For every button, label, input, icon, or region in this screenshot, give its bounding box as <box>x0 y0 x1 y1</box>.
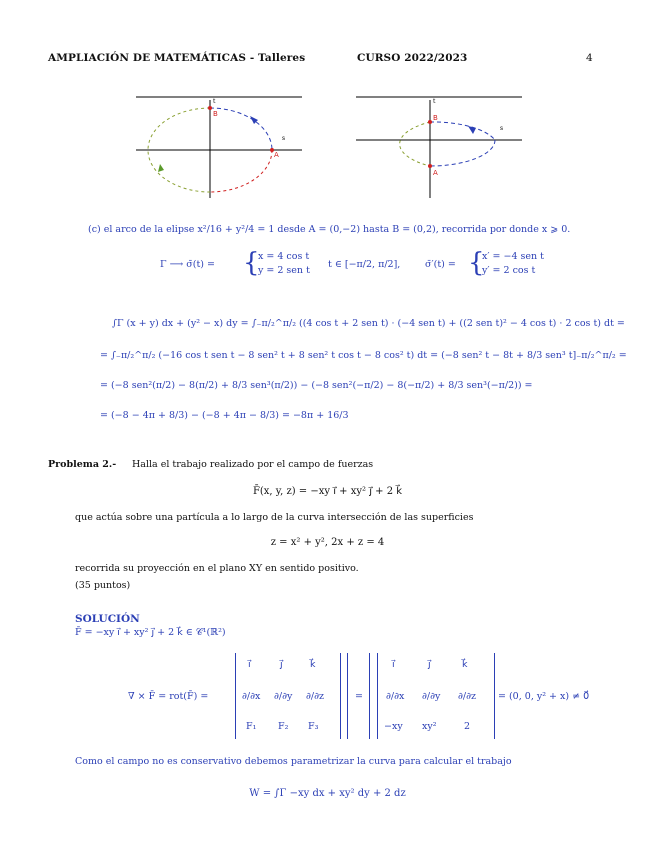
determinant-2 <box>377 653 495 739</box>
m2-j: ȷ⃗ <box>428 659 431 670</box>
ellipse-figure-right <box>350 90 530 200</box>
m1-f1: F₁ <box>246 721 257 732</box>
param-y: y = 2 sen t <box>258 265 310 276</box>
m2-dx: ∂/∂x <box>386 691 405 702</box>
problem-statement-2: que actúa sobre una partícula a lo largo de la curva intersección de las superficies <box>75 512 474 523</box>
integral-line-4: = (−8 − 4π + 8/3) − (−8 + 4π − 8/3) = −8π + 16/3 <box>100 410 349 421</box>
m2-r1: −xy <box>384 721 403 732</box>
m1-j: ȷ⃗ <box>280 659 283 670</box>
param-lhs: Γ ⟶ σ̄(t) = <box>160 259 215 270</box>
det1-outer-bar <box>341 653 348 739</box>
brace-right: { <box>468 248 485 278</box>
curl-computation <box>128 653 608 743</box>
m1-f2: F₂ <box>278 721 289 732</box>
label-b-left: B <box>213 110 218 118</box>
label-t-left: t <box>213 98 216 105</box>
m1-dy: ∂/∂y <box>274 691 293 702</box>
solution-comment: Como el campo no es conservativo debemos parametrizar la curva para calcular el trabajo <box>75 756 512 767</box>
work-integral: W = ∫Γ −xy dx + xy² dy + 2 dz <box>249 788 406 799</box>
determinant-1 <box>235 653 341 739</box>
problem-points: (35 puntos) <box>75 580 131 591</box>
header-year: CURSO 2022/2023 <box>357 52 468 64</box>
m2-dy: ∂/∂y <box>422 691 441 702</box>
param-range: t ∈ [−π/2, π/2], <box>328 259 401 270</box>
surfaces: z = x² + y², 2x + z = 4 <box>270 537 385 548</box>
solution-title: SOLUCIÓN <box>75 613 140 625</box>
parametrization <box>160 248 560 281</box>
m2-r2: xy² <box>422 721 437 732</box>
integral-line-3: = (−8 sen²(π/2) − 8(π/2) + 8/3 sen³(π/2)) − (−8 sen²(−π/2) − 8(−π/2) + 8/3 sen³(−π/2)) = <box>100 380 533 391</box>
solution-field-class: F̄ = −xy ı⃗ + xy² ȷ⃗ + 2 k⃗ ∈ 𝒞¹(ℝ²) <box>75 627 226 638</box>
equals-sign: = <box>355 691 363 702</box>
curl-lhs: ∇ × F̄ = rot(F̄) = <box>128 691 209 702</box>
label-s-right: s <box>500 125 504 132</box>
det2-outer-bar <box>369 653 376 739</box>
header-course: AMPLIACIÓN DE MATEMÁTICAS - Talleres <box>48 52 306 64</box>
deriv-y: y′ = 2 cos t <box>482 265 536 276</box>
brace-left: { <box>243 248 260 278</box>
m1-dx: ∂/∂x <box>242 691 261 702</box>
label-b-right: B <box>433 114 438 122</box>
header-page-number: 4 <box>586 52 593 64</box>
m1-f3: F₃ <box>308 721 319 732</box>
m1-i: ı⃗ <box>248 659 251 670</box>
label-t-right: t <box>433 98 436 105</box>
deriv-x: x′ = −4 sen t <box>482 251 544 262</box>
problem-title: Problema 2.- <box>48 459 117 470</box>
curl-result: = (0, 0, y² + x) ≠ 0⃗ <box>498 691 590 702</box>
integral-line-1: ∫Γ (x + y) dx + (y² − x) dy = ∫₋π/₂^π/₂ ((4 cos t + 2 sen t) · (−4 sen t) + ((2 sen t)² − 4 cos t) · 2 cos t) dt = <box>112 318 625 329</box>
ellipse-figure-left <box>130 90 310 200</box>
m1-k: k⃗ <box>310 659 316 670</box>
label-s-left: s <box>282 135 286 142</box>
integral-line-2: = ∫₋π/₂^π/₂ (−16 cos t sen t − 8 sen² t + 8 sen² t cos t − 8 cos² t) dt = (−8 sen² t − 8t + 8/3 sen³ t]₋π/₂^π/₂ = <box>100 350 627 361</box>
m2-i: ı⃗ <box>392 659 395 670</box>
deriv-lhs: σ̄′(t) = <box>425 259 456 270</box>
m2-dz: ∂/∂z <box>458 691 477 702</box>
m2-k: k⃗ <box>462 659 468 670</box>
problem-statement: Halla el trabajo realizado por el campo de fuerzas <box>132 459 374 470</box>
param-x: x = 4 cos t <box>258 251 310 262</box>
problem-statement-3: recorrida su proyección en el plano XY en sentido positivo. <box>75 563 359 574</box>
part-c-statement: (c) el arco de la elipse x²/16 + y²/4 = 1 desde A = (0,−2) hasta B = (0,2), recorrida por donde x ⩾ 0. <box>88 224 571 235</box>
m2-r3: 2 <box>464 721 471 732</box>
label-a-right: A <box>433 169 438 177</box>
m1-dz: ∂/∂z <box>306 691 325 702</box>
force-field: F̄(x, y, z) = −xy ı⃗ + xy² ȷ⃗ + 2 k⃗ <box>252 486 403 497</box>
label-a-left: A <box>274 151 279 159</box>
